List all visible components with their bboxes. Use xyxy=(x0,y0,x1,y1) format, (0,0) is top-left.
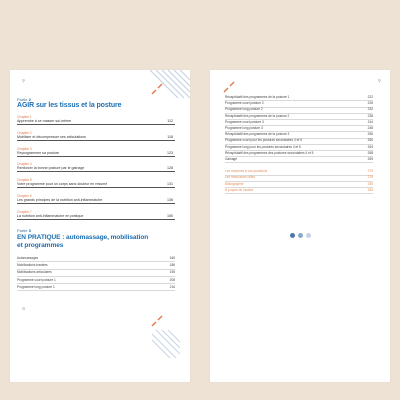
page-dot-1 xyxy=(290,233,295,238)
toc-entry-title: Programme long posture 3 xyxy=(225,126,263,130)
chapter-title: Les grands principes de la nutrition anti-inflammatoire xyxy=(17,198,103,202)
chapter-page: 123 xyxy=(167,150,173,155)
chapter-row xyxy=(17,135,175,141)
chapter-number: Chapitre 2 xyxy=(17,130,32,135)
toc-entry-page: 270 xyxy=(367,169,373,174)
chapter-number: Chapitre 1 xyxy=(17,115,32,119)
toc-entry[interactable] xyxy=(17,285,175,291)
toc-entry-page: 283 xyxy=(367,187,373,192)
chapter-row xyxy=(17,214,175,220)
chapter-entry[interactable] xyxy=(17,115,175,125)
toc-entry-title: Récapitulatif des programmes de la posture 1 xyxy=(225,95,290,99)
chapter-number: Chapitre 3 xyxy=(17,146,32,151)
toc-entry-title: Mobilisations articulaires xyxy=(17,270,52,275)
decorative-dash-left-bottom xyxy=(150,312,166,328)
toc-entry-page: 244 xyxy=(367,119,373,124)
chapter-entry[interactable] xyxy=(17,147,175,157)
chapter-number: Chapitre 4 xyxy=(17,162,32,167)
chapter-entry[interactable] xyxy=(17,131,175,141)
toc-entry-page: 208 xyxy=(169,277,175,282)
toc-entry[interactable] xyxy=(17,270,175,276)
toc-entry-page: 232 xyxy=(367,107,373,112)
chapter-row xyxy=(17,151,175,157)
toc-entry[interactable] xyxy=(225,157,373,163)
toc-entry-title: Récapitulatif des programmes de la posture 3 xyxy=(225,132,290,137)
toc-entry-title: Programme court posture 2 xyxy=(225,101,264,106)
chapter-number: Chapitre 6 xyxy=(17,194,32,198)
part3-title-line2: et programmes xyxy=(17,242,64,249)
toc-entry-page: 256 xyxy=(367,132,373,137)
chapter-page: 118 xyxy=(167,134,173,139)
chapter-row xyxy=(17,166,175,172)
decorative-dash-left-top xyxy=(150,80,166,96)
toc-entry[interactable] xyxy=(17,263,175,269)
toc-entry[interactable] xyxy=(17,256,175,262)
chapter-page: 150 xyxy=(167,213,173,218)
chapter-entry[interactable] xyxy=(17,194,175,204)
chapter-title: Reprogrammer sa posture xyxy=(17,150,59,155)
chapter-entry[interactable] xyxy=(17,162,175,172)
toc-entry-title: Récapitulatif des programmes de la posture 2 xyxy=(225,113,290,118)
toc-entry-page: 216 xyxy=(169,284,175,289)
chapter-title: Mobiliser et décompresser ses articulations xyxy=(17,134,86,139)
toc-entry-page: 196 xyxy=(169,270,175,275)
fold-mark-left: ⚲ xyxy=(22,78,25,83)
chapter-number: Chapitre 5 xyxy=(17,178,32,183)
toc-entry-title: Programme long pour les postures secondaires 4 et 5 xyxy=(225,144,301,149)
toc-entry-page: 269 xyxy=(367,157,373,161)
toc-entry-title: Programme court pour les postures secondaires 4 et 5 xyxy=(225,138,302,143)
toc-entry-title: Les ressources utiles xyxy=(225,175,255,180)
toc-entry-page: 280 xyxy=(367,181,373,186)
page-dot-2 xyxy=(298,233,303,238)
toc-entry-title: À propos de l'auteur xyxy=(225,187,254,192)
chapter-entry[interactable] xyxy=(17,178,175,188)
toc-entry-title: Mobilisations tractées xyxy=(17,263,48,268)
fold-mark-bottom: ⊖ xyxy=(22,306,26,311)
toc-entry-title: Programme long posture 1 xyxy=(17,284,55,289)
toc-entry-title: Gainage xyxy=(225,157,238,161)
part2-label: Partie 2 xyxy=(17,97,31,102)
toc-entry-title: Récapitulatif des programmes des postures secondaires 4 et 5 xyxy=(225,150,314,155)
toc-entry[interactable] xyxy=(17,278,175,284)
toc-entry-page: 248 xyxy=(367,126,373,130)
toc-entry[interactable] xyxy=(225,188,373,194)
chapter-row xyxy=(17,198,175,204)
toc-entry-page: 268 xyxy=(367,150,373,155)
chapter-title: Votre programme pour un corps sans douleur en résumé xyxy=(17,182,108,187)
toc-entry-title: Programme long posture 2 xyxy=(225,107,263,112)
chapter-title: Renforcer la bonne posture par le gainage xyxy=(17,166,85,171)
chapter-page: 136 xyxy=(167,198,173,202)
chapter-page: 128 xyxy=(167,166,173,171)
decorative-stripes-bottom xyxy=(152,330,180,358)
toc-entry-page: 264 xyxy=(367,144,373,149)
toc-entry-page: 226 xyxy=(367,101,373,106)
toc-entry-page: 186 xyxy=(169,263,175,268)
toc-entry-title: Bibliographie xyxy=(225,181,244,186)
part2-title: AGIR sur les tissus et la posture xyxy=(17,102,122,109)
fold-mark-right: ⚲ xyxy=(378,78,381,83)
chapter-row xyxy=(17,119,175,125)
toc-entry-title: Automassages xyxy=(17,256,39,260)
toc-entry-title: Programme court posture 3 xyxy=(225,119,264,124)
toc-entry-page: 222 xyxy=(367,95,373,99)
toc-entry-title: Programme court posture 1 xyxy=(17,277,56,282)
chapter-title: La nutrition anti-inflammatoire en pratique xyxy=(17,213,84,218)
toc-entry-page: 166 xyxy=(169,256,175,260)
toc-entry-title: Les réponses à vos questions xyxy=(225,169,268,174)
chapter-number: Chapitre 7 xyxy=(17,209,32,214)
toc-entry-page: 238 xyxy=(367,113,373,118)
page-dot-3 xyxy=(306,233,311,238)
chapter-page: 131 xyxy=(167,182,173,187)
toc-entry-page: 260 xyxy=(367,138,373,143)
part3-title-line1: EN PRATIQUE : automassage, mobilisation xyxy=(17,234,149,241)
chapter-entry[interactable] xyxy=(17,210,175,220)
decorative-dash-right-top xyxy=(222,78,238,94)
chapter-title: Apprendre à se masser soi-même xyxy=(17,119,72,123)
toc-entry-page: 278 xyxy=(367,175,373,180)
chapter-row xyxy=(17,182,175,188)
chapter-page: 112 xyxy=(167,119,173,123)
part3-label: Partie 3 xyxy=(17,228,31,233)
